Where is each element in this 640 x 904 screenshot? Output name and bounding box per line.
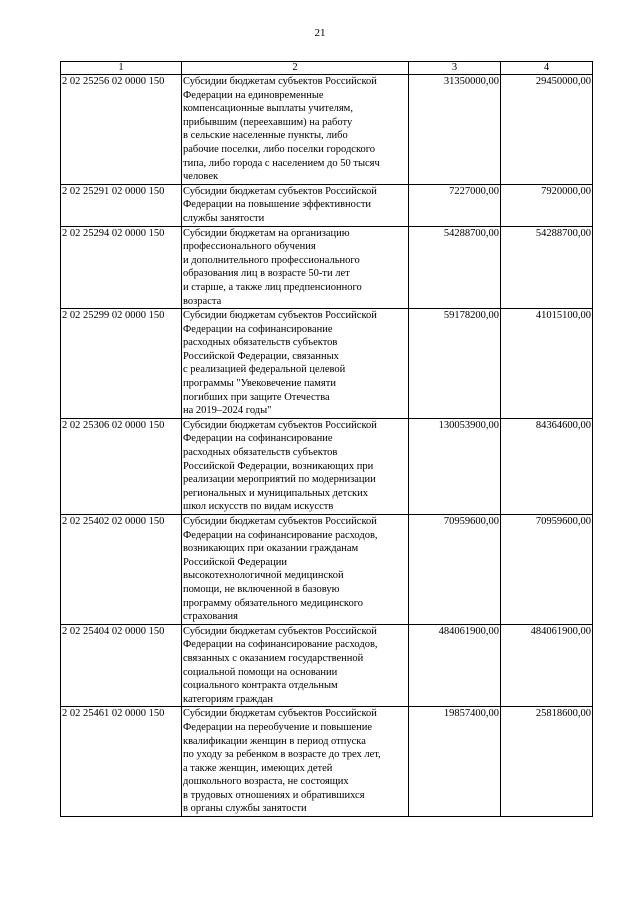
amount-column-3: 7227000,00 bbox=[409, 184, 501, 226]
income-code: 2 02 25256 02 0000 150 bbox=[61, 75, 182, 185]
amount-column-4: 29450000,00 bbox=[501, 75, 593, 185]
amount-column-4: 84364600,00 bbox=[501, 418, 593, 514]
table-row bbox=[61, 418, 593, 514]
table-row bbox=[61, 75, 593, 185]
budget-table bbox=[60, 61, 593, 817]
income-code: 2 02 25402 02 0000 150 bbox=[61, 515, 182, 625]
income-name: Субсидии бюджетам субъектов Российской Федерации на софинансирование расходных обязательств субъектов Российской Федерации, возникающих при реализации мероприятий по модернизации региональных и муниципальных детских школ искусств по видам искусств bbox=[182, 418, 409, 514]
amount-column-4: 7920000,00 bbox=[501, 184, 593, 226]
income-code: 2 02 25404 02 0000 150 bbox=[61, 624, 182, 707]
table-row bbox=[61, 309, 593, 419]
amount-column-4: 54288700,00 bbox=[501, 226, 593, 309]
column-header-2: 2 bbox=[182, 62, 409, 75]
amount-column-4: 484061900,00 bbox=[501, 624, 593, 707]
column-header-1: 1 bbox=[61, 62, 182, 75]
income-name: Субсидии бюджетам субъектов Российской Федерации на переобучение и повышение квалификации женщин в период отпуска по уходу за ребенком в возрасте до трех лет, а также женщин, имеющих детей дошкольного возраста, не состоящих в трудовых отношениях и обратившихся в органы службы занятости bbox=[182, 707, 409, 817]
amount-column-3: 70959600,00 bbox=[409, 515, 501, 625]
amount-column-4: 25818600,00 bbox=[501, 707, 593, 817]
page-number: 21 bbox=[314, 27, 326, 39]
table-row bbox=[61, 624, 593, 707]
table-row bbox=[61, 226, 593, 309]
income-code: 2 02 25294 02 0000 150 bbox=[61, 226, 182, 309]
income-name: Субсидии бюджетам на организацию профессионального обучения и дополнительного профессионального образования лиц в возрасте 50-ти лет и старше, а также лиц предпенсионного возраста bbox=[182, 226, 409, 309]
income-code: 2 02 25299 02 0000 150 bbox=[61, 309, 182, 419]
amount-column-3: 59178200,00 bbox=[409, 309, 501, 419]
amount-column-3: 31350000,00 bbox=[409, 75, 501, 185]
amount-column-3: 484061900,00 bbox=[409, 624, 501, 707]
income-code: 2 02 25461 02 0000 150 bbox=[61, 707, 182, 817]
income-name: Субсидии бюджетам субъектов Российской Федерации на повышение эффективности службы занятости bbox=[182, 184, 409, 226]
amount-column-4: 70959600,00 bbox=[501, 515, 593, 625]
income-name: Субсидии бюджетам субъектов Российской Федерации на софинансирование расходных обязательств субъектов Российской Федерации, связанных с реализацией федеральной целевой программы "Увековечение памяти погибших при защите Отечества на 2019–2024 годы" bbox=[182, 309, 409, 419]
table-row bbox=[61, 184, 593, 226]
income-name: Субсидии бюджетам субъектов Российской Федерации на софинансирование расходов, связанных с оказанием государственной социальной помощи на основании социального контракта отдельным категориям граждан bbox=[182, 624, 409, 707]
amount-column-3: 54288700,00 bbox=[409, 226, 501, 309]
income-code: 2 02 25291 02 0000 150 bbox=[61, 184, 182, 226]
amount-column-3: 19857400,00 bbox=[409, 707, 501, 817]
column-header-4: 4 bbox=[501, 62, 593, 75]
table-row bbox=[61, 515, 593, 625]
table-header-row bbox=[61, 62, 593, 75]
income-code: 2 02 25306 02 0000 150 bbox=[61, 418, 182, 514]
income-name: Субсидии бюджетам субъектов Российской Федерации на софинансирование расходов, возникающих при оказании гражданам Российской Федерации высокотехнологичной медицинской помощи, не включенной в базовую программу обязательного медицинского страхования bbox=[182, 515, 409, 625]
income-name: Субсидии бюджетам субъектов Российской Федерации на единовременные компенсационные выплаты учителям, прибывшим (переехавшим) на работу в сельские населенные пункты, либо рабочие поселки, либо поселки городского типа, либо города с населением до 50 тысяч человек bbox=[182, 75, 409, 185]
amount-column-3: 130053900,00 bbox=[409, 418, 501, 514]
column-header-3: 3 bbox=[409, 62, 501, 75]
table-row bbox=[61, 707, 593, 817]
amount-column-4: 41015100,00 bbox=[501, 309, 593, 419]
